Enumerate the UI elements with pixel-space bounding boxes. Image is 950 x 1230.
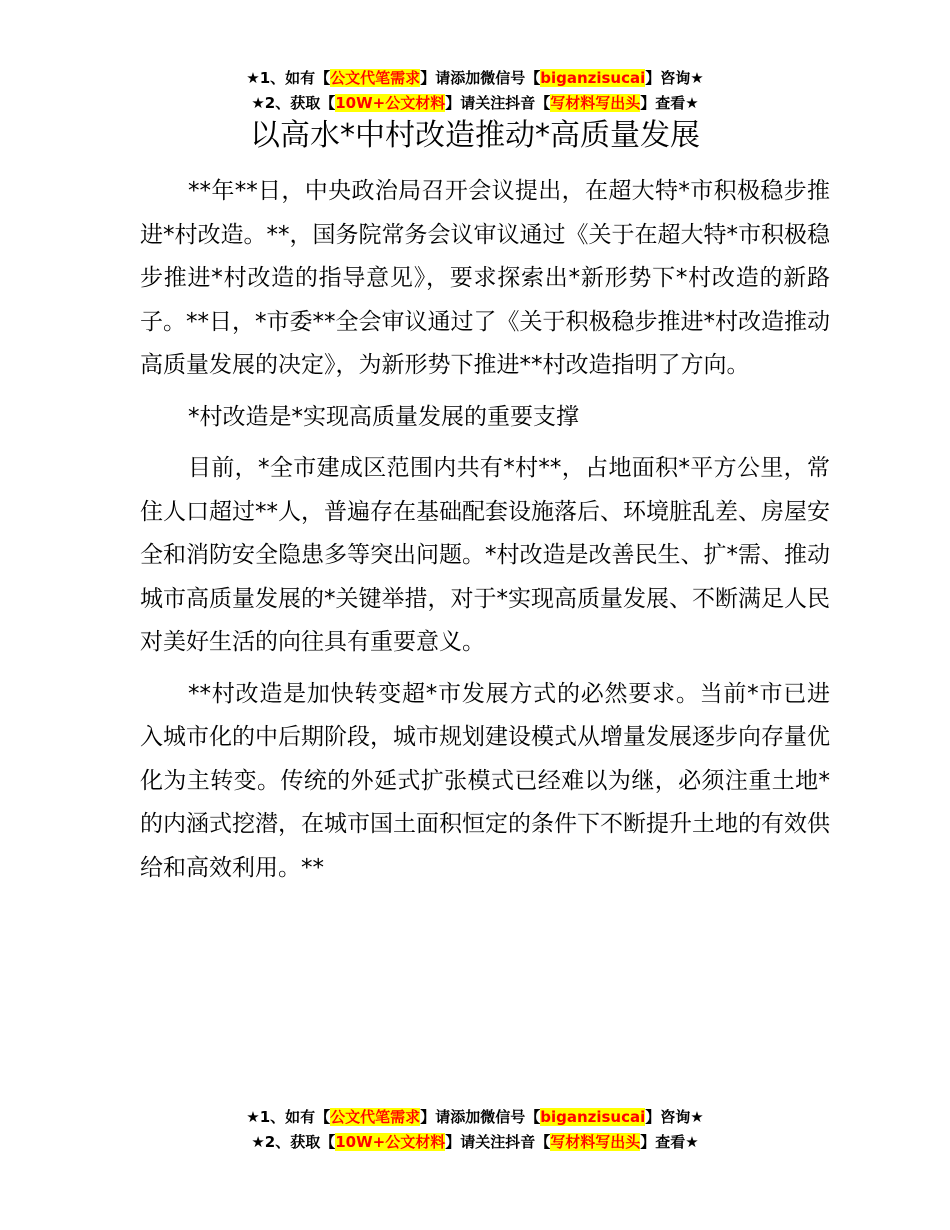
banner-highlight-douyin: 写材料写出头 [550,1133,641,1151]
banner-line-2-suffix: 】查看★ [640,1133,699,1151]
banner-highlight-douyin: 写材料写出头 [550,94,641,112]
banner-line-1 [0,66,950,91]
banner-highlight-service: 公文代笔需求 [330,1108,421,1126]
banner-highlight-materials: 10W+公文材料 [335,94,446,112]
paragraph: **村改造是加快转变超*市发展方式的必然要求。当前*市已进入城市化的中后期阶段，城市规划建设模式从增量发展逐步向存量优化为主转变。传统的外延式扩张模式已经难以为继，必须注重土地*的内涵式挖潜，在城市国土面积恒定的条件下不断提升土地的有效供给和高效利用。** [140,680,830,881]
paragraph: 目前，*全市建成区范围内共有*村**，占地面积*平方公里，常住人口超过**人，普遍存在基础配套设施落后、环境脏乱差、房屋安全和消防安全隐患多等突出问题。*村改造是改善民生、扩*需、推动城市高质量发展的*关键举措，对于*实现高质量发展、不断满足人民对美好生活的向往具有重要意义。 [140,455,830,655]
section-heading: *村改造是*实现高质量发展的重要支撑 [188,403,579,430]
header-banner [0,66,950,116]
banner-line-1-prefix: ★1、如有【 [246,1108,331,1126]
banner-highlight-wechat: biganzisucai [540,69,646,87]
banner-highlight-materials: 10W+公文材料 [335,1133,446,1151]
banner-line-1-suffix: 】咨询★ [645,1108,704,1126]
banner-line-2-middle: 】请关注抖音【 [445,94,551,112]
banner-line-2-suffix: 】查看★ [640,94,699,112]
banner-line-1-prefix: ★1、如有【 [246,69,331,87]
document-body [140,170,830,898]
banner-line-2-prefix: ★2、获取【 [251,1133,336,1151]
banner-highlight-service: 公文代笔需求 [330,69,421,87]
banner-line-2 [0,91,950,116]
banner-highlight-wechat: biganzisucai [540,1108,646,1126]
banner-line-2-middle: 】请关注抖音【 [445,1133,551,1151]
footer-banner [0,1105,950,1155]
banner-line-2-prefix: ★2、获取【 [251,94,336,112]
banner-line-1-middle: 】请添加微信号【 [420,69,541,87]
banner-line-1-middle: 】请添加微信号【 [420,1108,541,1126]
paragraph: **年**日，中央政治局召开会议提出，在超大特*市积极稳步推进*村改造。**，国务院常务会议审议通过《关于在超大特*市积极稳步推进*村改造的指导意见》，要求探索出*新形势下*村改造的新路子。**日，*市委**全会审议通过了《关于积极稳步推进*村改造推动高质量发展的决定》，为新形势下推进**村改造指明了方向。 [140,178,830,378]
document-title: 以高水*中村改造推动*高质量发展 [250,118,700,153]
banner-line-1-suffix: 】咨询★ [645,69,704,87]
banner-line-2 [0,1130,950,1155]
banner-line-1 [0,1105,950,1130]
